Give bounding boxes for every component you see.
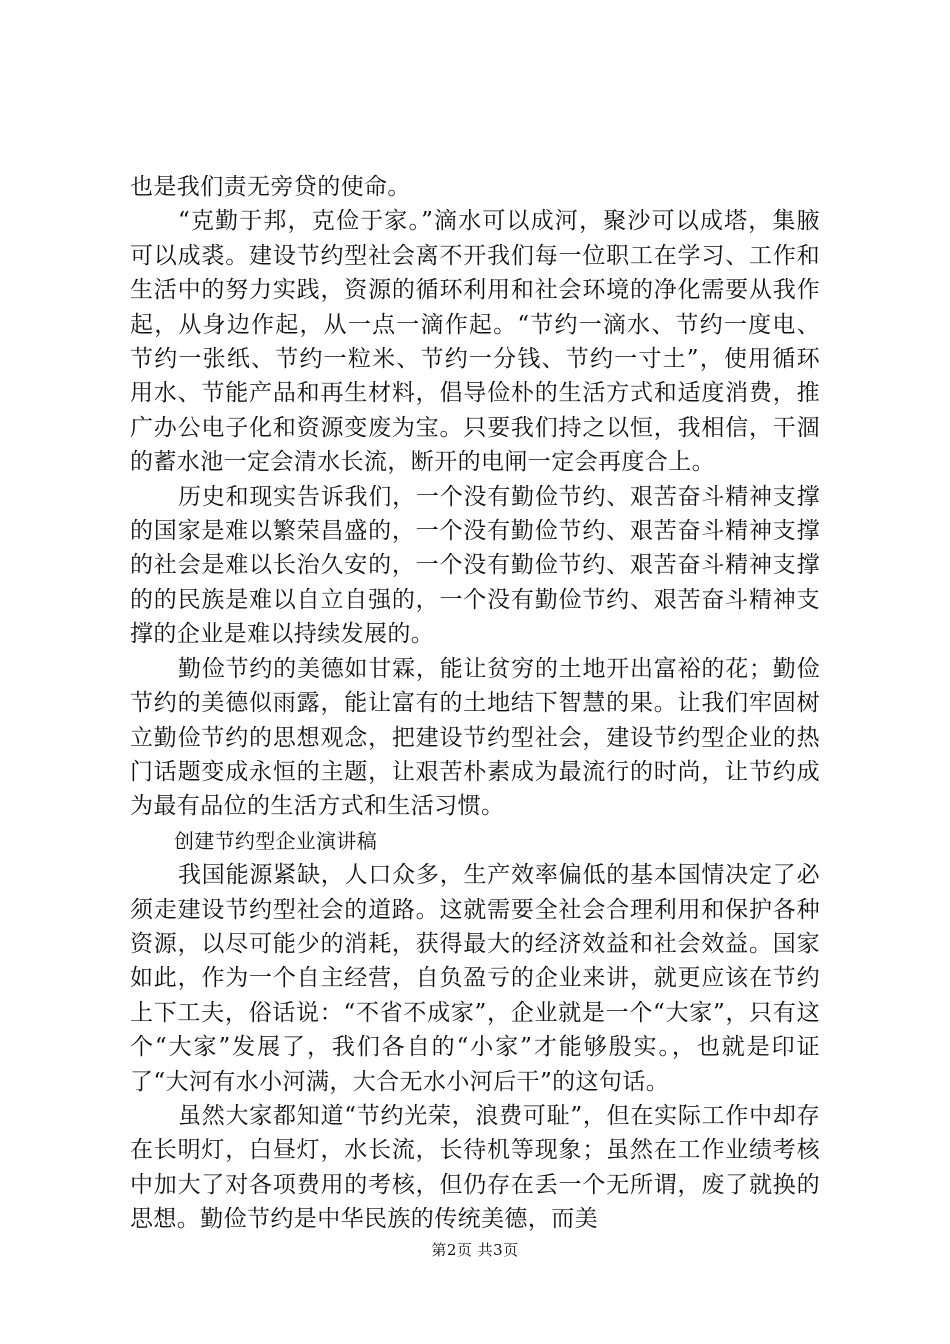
page-number-footer: 第2页 共3页 <box>431 1241 519 1259</box>
paragraph-continuation: 也是我们责无旁贷的使命。 <box>130 174 411 200</box>
paragraph: “克勤于邦，克俭于家。”滴水可以成河，聚沙可以成塔，集腋可以成裘。建设节约型社会离不开我们每一位职工在学习、工作和生活中的努力实践，资源的循环利用和社会环境的净化需要从我作起，从身边作起，从一点一滴作起。“节约一滴水、节约一度电、节约一张纸、节约一粒米、节约一分钱、节约一寸土”，使用循环用水、节能产品和再生材料，倡导俭朴的生活方式和适度消费，推广办公电子化和资源变废为宝。只要我们持之以恒，我相信，干涸的蓄水池一定会清水长流，断开的电闸一定会再度合上。 <box>130 208 820 476</box>
paragraph: 我国能源紧缺，人口众多，生产效率偏低的基本国情决定了必须走建设节约型社会的道路。这就需要全社会合理利用和保护各种资源，以尽可能少的消耗，获得最大的经济效益和社会效益。国家如此，作为一个自主经营，自负盈亏的企业来讲，就更应该在节约上下工夫，俗话说：“不省不成家”，企业就是一个“大家”，只有这个“大家”发展了，我们各自的“小家”才能够殷实。，也就是印证了“大河有水小河满，大合无水小河后干”的这句话。 <box>130 862 820 1095</box>
paragraph: 勤俭节约的美德如甘霖，能让贫穷的土地开出富裕的花；勤俭节约的美德似雨露，能让富有的土地结下智慧的果。让我们牢固树立勤俭节约的思想观念，把建设节约型社会，建设节约型企业的热门话题变成永恒的主题，让艰苦朴素成为最流行的时尚，让节约成为最有品位的生活方式和生活习惯。 <box>130 655 820 820</box>
section-title: 创建节约型企业演讲稿 <box>174 828 377 853</box>
paragraph: 历史和现实告诉我们，一个没有勤俭节约、艰苦奋斗精神支撑的国家是难以繁荣昌盛的，一个没有勤俭节约、艰苦奋斗精神支撑的社会是难以长治久安的，一个没有勤俭节约、艰苦奋斗精神支撑的的民族是难以自立自强的，一个没有勤俭节约、艰苦奋斗精神支撑的企业是难以持续发展的。 <box>130 483 820 648</box>
document-body <box>130 170 820 1237</box>
paragraph: 虽然大家都知道“节约光荣，浪费可耻”，但在实际工作中却存在长明灯，白昼灯，水长流，长待机等现象；虽然在工作业绩考核中加大了对各项费用的考核，但仍存在丢一个无所谓，废了就换的思想。勤俭节约是中华民族的传统美德，而美 <box>130 1102 820 1233</box>
